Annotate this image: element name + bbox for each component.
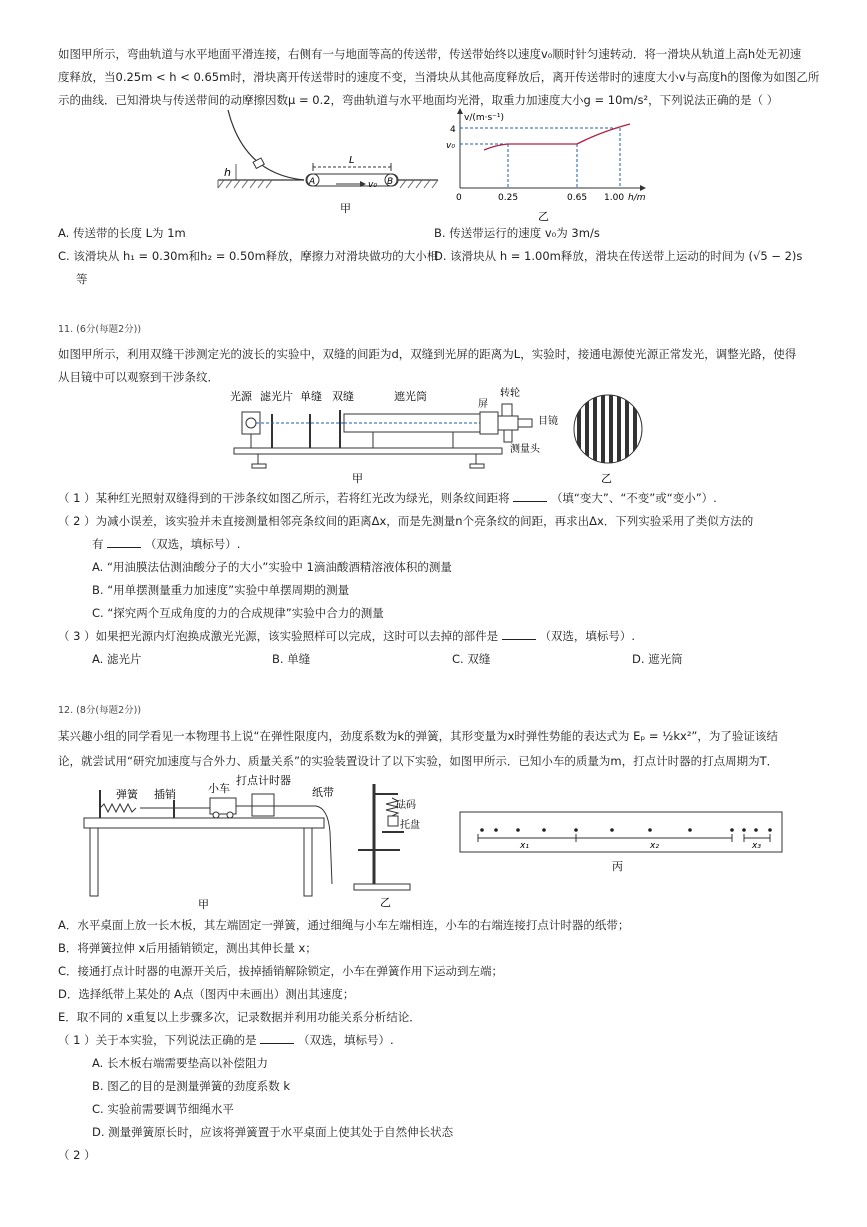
q12-sub1-option-a[interactable]: A. 长木板右端需要垫高以补偿阻力 xyxy=(92,1056,268,1070)
q11-sub3-text: （ 3 ）如果把光源内灯泡换成激光光源，该实验照样可以完成，这时可以去掉的部件是 xyxy=(58,629,499,643)
q10-stem-line3: 示的曲线．已知滑块与传送带间的动摩擦因数μ = 0.2，弯曲轨道与水平地面均光滑，取重力加速度大小g = 10m/s²，下列说法正确的是（ ） xyxy=(58,93,779,107)
q12-fig-spring: 弹簧 xyxy=(116,788,138,801)
q11-sub2-option-b[interactable]: B. “用单摆测量重力加速度”实验中单摆周期的测量 xyxy=(92,583,350,597)
q12-fig-cap3: 丙 xyxy=(612,860,623,873)
q12-step-c: C．接通打点计时器的电源开关后，拔掉插销解除锁定，小车在弹簧作用下运动到左端； xyxy=(58,964,504,978)
q12-sub1-option-b[interactable]: B. 图乙的目的是测量弹簧的劲度系数 k xyxy=(92,1079,291,1093)
q12-fig-tape: 纸带 xyxy=(312,786,334,799)
q12-fig-x2: x₂ xyxy=(650,841,659,851)
q11-figure-apparatus xyxy=(228,386,573,486)
q12-fig-timer: 打点计时器 xyxy=(236,774,291,787)
q11-sub3-hint: （双选，填标号）. xyxy=(539,629,636,643)
q11-sub2-blank[interactable] xyxy=(107,537,141,548)
q11-fig-l2: 滤光片 xyxy=(260,390,293,403)
q11-fig-l9: 测量头 xyxy=(510,444,540,455)
q12-step-a: A．水平桌面上放一长木板，其左端固定一弹簧，通过细绳与小车左端相连，小车的右端连接打点计时器的纸带； xyxy=(58,918,630,932)
q11-fig-cap1: 甲 xyxy=(352,472,363,485)
q12-fig-tray: 托盘 xyxy=(400,820,420,831)
q10-fig-a-L: L xyxy=(349,155,355,166)
q12-fig-x1: x₁ xyxy=(520,841,529,851)
q12-sub1-option-d[interactable]: D. 测量弹簧原长时，应该将弹簧置于水平桌面上使其处于自然伸长状态 xyxy=(92,1125,454,1139)
q10-fig-b-xlabel: h/m xyxy=(628,193,646,203)
q10-option-a[interactable]: A. 传送带的长度 L为 1m xyxy=(58,226,186,240)
q11-sub3-option-d[interactable]: D. 遮光筒 xyxy=(632,652,683,666)
q12-header: 12. (8分(每题2分)) xyxy=(58,705,142,716)
q10-option-c[interactable]: C. 该滑块从 h₁ = 0.30m和h₂ = 0.50m释放，摩擦力对滑块做功的大小相 xyxy=(58,249,439,263)
q11-sub1-blank[interactable] xyxy=(513,491,547,502)
q10-option-d[interactable]: D. 该滑块从 h = 1.00m释放，滑块在传送带上运动的时间为 (√5 − 2)s xyxy=(434,249,803,263)
q11-sub2-line2 xyxy=(92,533,240,555)
q10-fig-a-h: h xyxy=(224,166,231,179)
q12-fig-x3: x₃ xyxy=(752,841,761,851)
q10-figure-b xyxy=(440,108,660,223)
q10-stem-line2: 度释放，当0.25m < h < 0.65m时，滑块离开传送带时的速度不变，当滑块从其他高度释放后，离开传送带时的速度大小v与高度h的图像为如图乙所 xyxy=(58,70,820,84)
q11-fig-l5: 遮光筒 xyxy=(394,390,427,403)
q12-fig-cap2: 乙 xyxy=(380,896,391,909)
q12-fig-cap1: 甲 xyxy=(198,898,209,911)
q12-sub1-text: （ 1 ）关于本实验，下列说法正确的是 xyxy=(58,1033,257,1047)
q12-stem-line2: 论，就尝试用“研究加速度与合外力、质量关系”的实验装置设计了以下实验，如图甲所示．已知小车的质量为m，打点计时器的打点周期为T． xyxy=(58,754,779,768)
q11-sub2-prefix: 有 xyxy=(92,537,104,551)
q11-sub2-line1: （ 2 ）为减小误差，该实验并未直接测量相邻亮条纹间的距离Δx，而是先测量n个亮条纹的间距，再求出Δx．下列实验采用了类似方法的 xyxy=(58,514,754,528)
q10-figure-a xyxy=(210,108,440,223)
q12-step-b: B．将弹簧拉伸 x后用插销锁定，测出其伸长量 x； xyxy=(58,941,317,955)
q10-fig-b-x2: 0.65 xyxy=(567,193,588,203)
q12-figure-c xyxy=(460,812,790,874)
q11-sub2-option-a[interactable]: A. “用油膜法估测油酸分子的大小”实验中 1滴油酸酒精溶液体积的测量 xyxy=(92,560,452,574)
q12-sub1-blank[interactable] xyxy=(260,1033,294,1044)
q10-option-b[interactable]: B. 传送带运行的速度 v₀为 3m/s xyxy=(434,226,600,240)
q12-figure-a xyxy=(80,772,350,912)
q12-fig-pin: 插销 xyxy=(154,788,176,801)
q10-stem-line1: 如图甲所示，弯曲轨道与水平地面平滑连接，右侧有一与地面等高的传送带，传送带始终以速度v₀顺时针匀速转动．将一滑块从轨道上高h处无初速 xyxy=(58,47,802,61)
q11-sub1 xyxy=(58,487,717,509)
q11-fig-l1: 光源 xyxy=(230,390,252,403)
q11-stem-line1: 如图甲所示，利用双缝干涉测定光的波长的实验中，双缝的间距为d，双缝到光屏的距离为L，实验时，接通电源使光源正常发光，调整光路，使得 xyxy=(58,347,797,361)
q11-sub2-hint: （双选，填标号）. xyxy=(144,537,241,551)
q10-fig-b-yv0: v₀ xyxy=(446,141,455,151)
q12-fig-cart: 小车 xyxy=(208,782,230,795)
q10-fig-a-B: B xyxy=(387,177,394,187)
q10-fig-a-A: A xyxy=(309,177,316,187)
q10-fig-b-ylabel: v/(m·s⁻¹) xyxy=(464,113,505,123)
q11-fig-l6: 屏 xyxy=(478,399,488,410)
q12-step-d: D．选择纸带上某处的 A点（图丙中未画出）测出其速度； xyxy=(58,987,355,1001)
q11-header: 11. (6分(每题2分)) xyxy=(58,324,142,335)
q11-fig-l3: 单缝 xyxy=(300,390,322,403)
q12-sub1-option-c[interactable]: C. 实验前需要调节细绳水平 xyxy=(92,1102,234,1116)
q12-step-e: E．取不同的 x重复以上步骤多次，记录数据并利用功能关系分析结论． xyxy=(58,1010,421,1024)
q10-fig-b-x0: 0 xyxy=(456,193,462,203)
q12-fig-weight: 砝码 xyxy=(396,800,416,811)
q10-fig-b-x1: 0.25 xyxy=(498,193,519,203)
q11-sub3 xyxy=(58,625,635,647)
q10-fig-b-x3: 1.00 xyxy=(604,193,625,203)
q11-sub3-blank[interactable] xyxy=(502,629,536,640)
q11-sub3-option-a[interactable]: A. 滤光片 xyxy=(92,652,142,666)
q11-figure-fringes xyxy=(573,394,643,484)
q10-fig-b-caption: 乙 xyxy=(538,210,549,223)
q11-sub1-text: （ 1 ）某种红光照射双缝得到的干涉条纹如图乙所示，若将红光改为绿光，则条纹间距将 xyxy=(58,491,510,505)
q12-figure-b xyxy=(352,780,432,910)
q10-fig-b-y4: 4 xyxy=(450,125,456,135)
q12-stem-line1: 某兴趣小组的同学看见一本物理书上说“在弹性限度内，劲度系数为k的弹簧，其形变量为x时弹性势能的表达式为 Eₚ = ½kx²”，为了验证该结 xyxy=(58,729,778,743)
q11-sub3-option-c[interactable]: C. 双缝 xyxy=(452,652,491,666)
q11-fig-l8: 目镜 xyxy=(538,416,558,427)
q11-sub3-option-b[interactable]: B. 单缝 xyxy=(272,652,311,666)
q11-fig-cap2: 乙 xyxy=(601,472,612,485)
q11-sub1-hint: （填“变大”、“不变”或“变小”）. xyxy=(550,491,717,505)
q11-fig-l4: 双缝 xyxy=(332,390,354,403)
q11-stem-line2: 从目镜中可以观察到干涉条纹． xyxy=(58,370,219,384)
q12-sub1 xyxy=(58,1029,394,1051)
q10-fig-a-caption: 甲 xyxy=(340,202,351,215)
q10-option-c-cont: 等 xyxy=(76,272,88,286)
q10-fig-a-v0: v₀ xyxy=(368,180,377,190)
q12-sub2: （ 2 ） xyxy=(58,1148,96,1162)
q11-sub2-option-c[interactable]: C. “探究两个互成角度的力的合成规律”实验中合力的测量 xyxy=(92,606,384,620)
q11-fig-l7: 转轮 xyxy=(500,388,520,399)
q12-sub1-hint: （双选，填标号）. xyxy=(297,1033,394,1047)
